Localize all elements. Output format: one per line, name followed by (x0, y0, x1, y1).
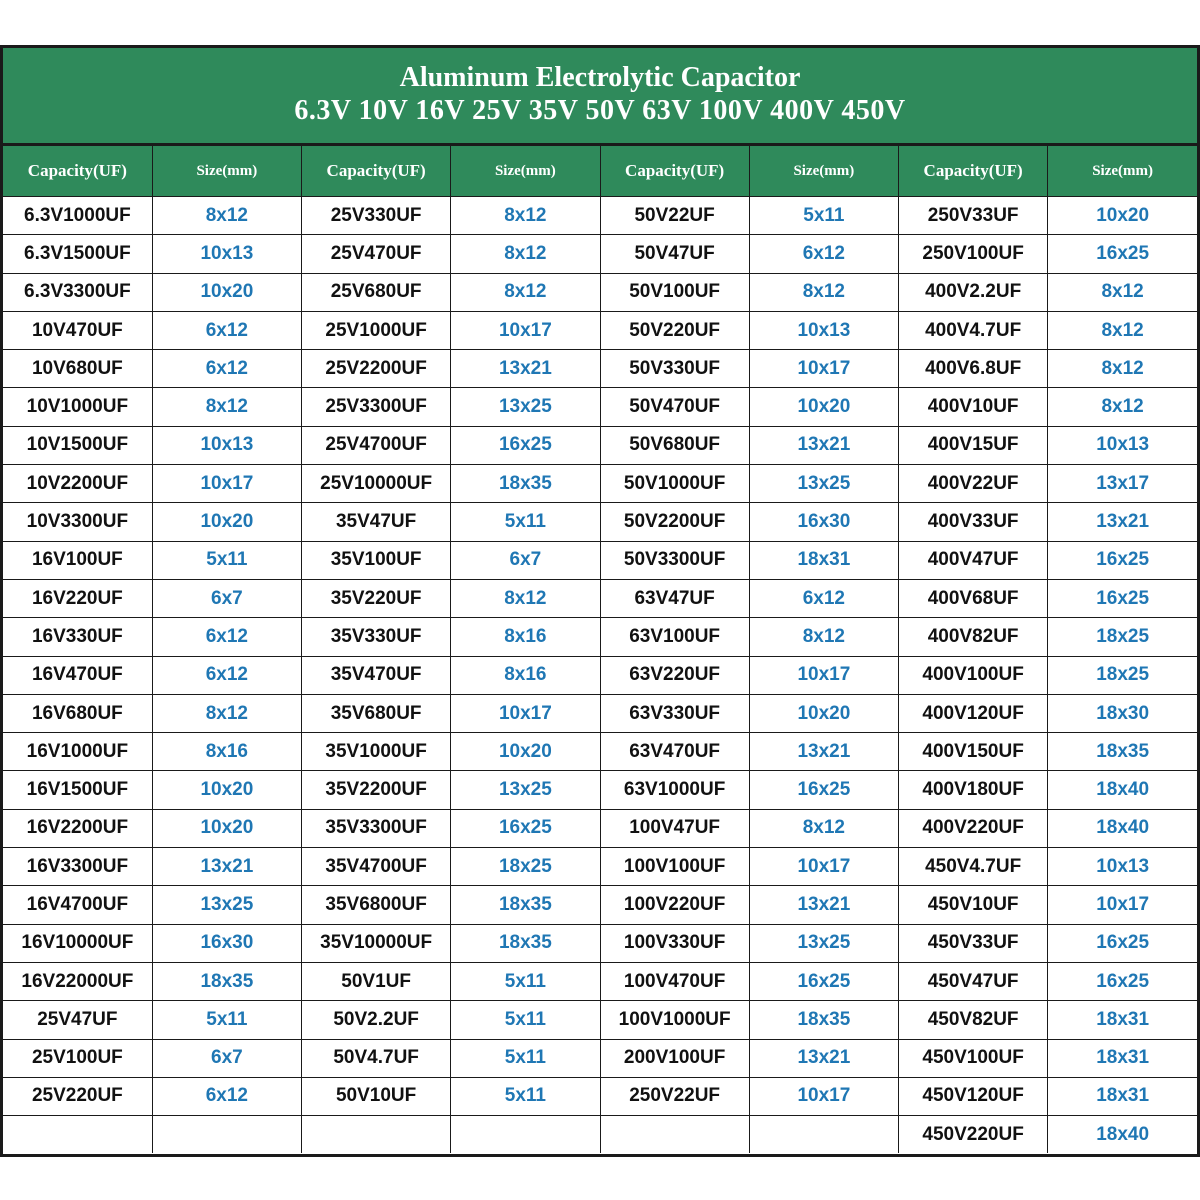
size-cell (451, 1116, 600, 1154)
size-cell: 13x25 (749, 924, 898, 962)
column-header-capacity: Capacity(UF) (600, 146, 749, 197)
capacity-cell: 400V82UF (899, 618, 1048, 656)
capacity-cell: 50V3300UF (600, 541, 749, 579)
capacity-cell: 63V330UF (600, 694, 749, 732)
size-cell: 13x21 (152, 848, 301, 886)
size-cell: 16x25 (451, 426, 600, 464)
capacity-cell: 16V4700UF (3, 886, 152, 924)
table-row (3, 809, 1197, 847)
size-cell: 6x7 (152, 1039, 301, 1077)
size-cell: 8x12 (451, 273, 600, 311)
capacity-cell: 100V100UF (600, 848, 749, 886)
size-cell: 5x11 (451, 503, 600, 541)
chart-title: Aluminum Electrolytic Capacitor (399, 62, 801, 93)
capacity-cell (302, 1116, 451, 1154)
size-cell: 10x13 (1048, 426, 1197, 464)
size-cell: 8x12 (451, 197, 600, 235)
size-cell: 18x35 (1048, 733, 1197, 771)
size-cell: 5x11 (152, 1001, 301, 1039)
table-row (3, 771, 1197, 809)
size-cell: 10x17 (749, 848, 898, 886)
size-cell: 10x17 (749, 1077, 898, 1115)
size-cell: 13x21 (749, 426, 898, 464)
size-cell: 5x11 (451, 962, 600, 1000)
size-cell: 8x16 (451, 618, 600, 656)
table-row (3, 1001, 1197, 1039)
size-cell: 10x13 (152, 426, 301, 464)
capacity-cell: 50V220UF (600, 311, 749, 349)
capacity-cell: 100V470UF (600, 962, 749, 1000)
capacity-cell: 400V4.7UF (899, 311, 1048, 349)
capacity-cell: 6.3V1000UF (3, 197, 152, 235)
capacity-cell: 35V330UF (302, 618, 451, 656)
table-row (3, 1116, 1197, 1154)
capacity-cell: 450V4.7UF (899, 848, 1048, 886)
table-row (3, 733, 1197, 771)
table-row (3, 848, 1197, 886)
size-cell: 5x11 (451, 1001, 600, 1039)
size-cell: 6x12 (152, 350, 301, 388)
capacity-cell: 16V330UF (3, 618, 152, 656)
table-row (3, 1039, 1197, 1077)
capacity-cell: 50V330UF (600, 350, 749, 388)
capacity-cell: 35V220UF (302, 579, 451, 617)
capacity-cell: 16V470UF (3, 656, 152, 694)
size-cell: 18x35 (451, 465, 600, 503)
capacity-cell: 16V1500UF (3, 771, 152, 809)
size-cell: 18x31 (1048, 1077, 1197, 1115)
capacity-cell: 25V330UF (302, 197, 451, 235)
size-cell: 16x25 (1048, 924, 1197, 962)
capacity-cell: 450V100UF (899, 1039, 1048, 1077)
capacity-cell: 450V33UF (899, 924, 1048, 962)
capacity-cell: 6.3V1500UF (3, 235, 152, 273)
column-header-capacity: Capacity(UF) (899, 146, 1048, 197)
size-cell: 10x13 (1048, 848, 1197, 886)
capacity-cell: 400V10UF (899, 388, 1048, 426)
capacity-cell: 16V22000UF (3, 962, 152, 1000)
capacity-cell: 16V2200UF (3, 809, 152, 847)
table-row (3, 388, 1197, 426)
capacity-cell: 450V10UF (899, 886, 1048, 924)
size-cell: 18x31 (1048, 1001, 1197, 1039)
capacity-cell: 50V2200UF (600, 503, 749, 541)
capacity-cell: 35V6800UF (302, 886, 451, 924)
capacity-cell: 63V220UF (600, 656, 749, 694)
table-body (3, 197, 1197, 1154)
capacity-cell (600, 1116, 749, 1154)
capacity-cell: 400V220UF (899, 809, 1048, 847)
table-row (3, 465, 1197, 503)
column-header-capacity: Capacity(UF) (302, 146, 451, 197)
size-cell: 10x17 (749, 350, 898, 388)
size-cell: 8x12 (152, 694, 301, 732)
capacity-cell: 50V470UF (600, 388, 749, 426)
capacity-cell (3, 1116, 152, 1154)
size-cell: 13x21 (749, 1039, 898, 1077)
capacity-cell: 6.3V3300UF (3, 273, 152, 311)
capacity-cell: 63V100UF (600, 618, 749, 656)
table-row (3, 694, 1197, 732)
size-cell: 6x12 (152, 656, 301, 694)
table-row (3, 924, 1197, 962)
capacity-cell: 100V1000UF (600, 1001, 749, 1039)
capacitor-size-chart (0, 45, 1200, 1157)
capacity-cell: 16V10000UF (3, 924, 152, 962)
size-cell: 8x12 (1048, 388, 1197, 426)
table-header-row (3, 146, 1197, 197)
size-cell: 18x31 (749, 541, 898, 579)
capacity-cell: 400V33UF (899, 503, 1048, 541)
size-cell: 8x12 (749, 809, 898, 847)
size-cell: 5x11 (451, 1077, 600, 1115)
size-cell: 10x20 (749, 694, 898, 732)
size-cell: 8x16 (152, 733, 301, 771)
size-cell: 18x35 (451, 886, 600, 924)
capacity-cell: 16V220UF (3, 579, 152, 617)
table-row (3, 235, 1197, 273)
capacity-cell: 400V22UF (899, 465, 1048, 503)
size-cell: 10x20 (749, 388, 898, 426)
table-row (3, 273, 1197, 311)
capacity-cell: 50V2.2UF (302, 1001, 451, 1039)
size-cell: 16x25 (1048, 579, 1197, 617)
capacity-cell: 400V180UF (899, 771, 1048, 809)
capacity-cell: 100V47UF (600, 809, 749, 847)
size-cell: 18x25 (451, 848, 600, 886)
capacity-cell: 16V1000UF (3, 733, 152, 771)
voltage-list: 6.3V 10V 16V 25V 35V 50V 63V 100V 400V 450V (294, 95, 906, 126)
capacity-cell: 250V33UF (899, 197, 1048, 235)
size-cell: 13x21 (749, 733, 898, 771)
table-row (3, 886, 1197, 924)
size-cell: 8x12 (152, 197, 301, 235)
size-cell: 16x25 (749, 771, 898, 809)
size-cell: 13x25 (152, 886, 301, 924)
size-cell: 13x25 (749, 465, 898, 503)
size-cell: 6x12 (152, 618, 301, 656)
table-row (3, 656, 1197, 694)
capacity-cell: 50V47UF (600, 235, 749, 273)
size-cell: 10x17 (451, 694, 600, 732)
size-cell: 16x30 (152, 924, 301, 962)
capacity-cell: 400V15UF (899, 426, 1048, 464)
capacity-cell: 25V2200UF (302, 350, 451, 388)
column-header-size: Size(mm) (749, 146, 898, 197)
size-cell: 5x11 (152, 541, 301, 579)
size-cell: 5x11 (749, 197, 898, 235)
size-cell: 18x40 (1048, 771, 1197, 809)
capacity-cell: 450V120UF (899, 1077, 1048, 1115)
size-cell: 18x25 (1048, 656, 1197, 694)
capacity-cell: 35V1000UF (302, 733, 451, 771)
table-row (3, 350, 1197, 388)
size-cell: 6x7 (451, 541, 600, 579)
capacity-cell: 100V220UF (600, 886, 749, 924)
capacity-cell: 35V3300UF (302, 809, 451, 847)
capacity-cell: 35V47UF (302, 503, 451, 541)
size-cell: 6x12 (749, 579, 898, 617)
capacity-cell: 250V100UF (899, 235, 1048, 273)
capacity-cell: 25V10000UF (302, 465, 451, 503)
capacity-cell: 400V6.8UF (899, 350, 1048, 388)
size-cell: 13x17 (1048, 465, 1197, 503)
capacity-cell: 35V100UF (302, 541, 451, 579)
capacity-cell: 25V47UF (3, 1001, 152, 1039)
capacity-cell: 450V47UF (899, 962, 1048, 1000)
capacity-cell: 63V470UF (600, 733, 749, 771)
title-banner (3, 48, 1197, 146)
size-cell: 10x13 (152, 235, 301, 273)
size-cell: 18x40 (1048, 1116, 1197, 1154)
capacity-cell: 10V470UF (3, 311, 152, 349)
size-cell: 5x11 (451, 1039, 600, 1077)
size-cell: 10x17 (1048, 886, 1197, 924)
capacity-cell: 35V470UF (302, 656, 451, 694)
capacity-cell: 35V680UF (302, 694, 451, 732)
size-cell: 13x21 (451, 350, 600, 388)
size-cell: 8x16 (451, 656, 600, 694)
table-row (3, 426, 1197, 464)
capacity-cell: 25V3300UF (302, 388, 451, 426)
size-cell: 8x12 (451, 235, 600, 273)
size-cell: 10x13 (749, 311, 898, 349)
size-cell: 13x21 (1048, 503, 1197, 541)
capacity-cell: 25V1000UF (302, 311, 451, 349)
size-cell: 10x20 (152, 771, 301, 809)
capacity-cell: 450V82UF (899, 1001, 1048, 1039)
size-cell: 10x20 (1048, 197, 1197, 235)
size-cell: 16x25 (1048, 962, 1197, 1000)
size-cell: 18x25 (1048, 618, 1197, 656)
table-row (3, 197, 1197, 235)
size-cell: 10x20 (152, 809, 301, 847)
column-header-capacity: Capacity(UF) (3, 146, 152, 197)
capacity-cell: 10V1000UF (3, 388, 152, 426)
capacity-cell: 25V220UF (3, 1077, 152, 1115)
size-cell: 13x25 (451, 388, 600, 426)
size-cell: 18x35 (749, 1001, 898, 1039)
capacity-cell: 400V68UF (899, 579, 1048, 617)
size-cell: 13x25 (451, 771, 600, 809)
capacity-cell: 50V1UF (302, 962, 451, 1000)
capacity-cell: 50V4.7UF (302, 1039, 451, 1077)
table-row (3, 541, 1197, 579)
capacity-cell: 35V10000UF (302, 924, 451, 962)
capacity-cell: 10V680UF (3, 350, 152, 388)
capacitor-table (3, 146, 1197, 1153)
capacity-cell: 10V2200UF (3, 465, 152, 503)
size-cell: 10x17 (451, 311, 600, 349)
capacity-cell: 400V150UF (899, 733, 1048, 771)
table-row (3, 1077, 1197, 1115)
capacity-cell: 35V4700UF (302, 848, 451, 886)
capacity-cell: 63V1000UF (600, 771, 749, 809)
size-cell: 13x21 (749, 886, 898, 924)
size-cell: 8x12 (1048, 311, 1197, 349)
capacity-cell: 25V4700UF (302, 426, 451, 464)
size-cell: 18x40 (1048, 809, 1197, 847)
size-cell: 10x20 (152, 273, 301, 311)
size-cell (152, 1116, 301, 1154)
size-cell: 6x12 (152, 1077, 301, 1115)
capacity-cell: 50V22UF (600, 197, 749, 235)
size-cell: 10x20 (451, 733, 600, 771)
capacity-cell: 50V10UF (302, 1077, 451, 1115)
size-cell: 8x12 (152, 388, 301, 426)
capacity-cell: 63V47UF (600, 579, 749, 617)
size-cell: 8x12 (1048, 273, 1197, 311)
capacity-cell: 25V100UF (3, 1039, 152, 1077)
capacity-cell: 400V47UF (899, 541, 1048, 579)
size-cell: 16x25 (1048, 235, 1197, 273)
capacity-cell: 400V100UF (899, 656, 1048, 694)
capacity-cell: 35V2200UF (302, 771, 451, 809)
size-cell: 16x25 (749, 962, 898, 1000)
size-cell: 8x12 (749, 618, 898, 656)
size-cell: 6x12 (152, 311, 301, 349)
size-cell: 10x17 (749, 656, 898, 694)
size-cell (749, 1116, 898, 1154)
table-row (3, 618, 1197, 656)
capacity-cell: 50V680UF (600, 426, 749, 464)
table-row (3, 962, 1197, 1000)
table-row (3, 503, 1197, 541)
capacity-cell: 250V22UF (600, 1077, 749, 1115)
capacity-cell: 200V100UF (600, 1039, 749, 1077)
size-cell: 18x35 (451, 924, 600, 962)
capacity-cell: 400V2.2UF (899, 273, 1048, 311)
table-row (3, 579, 1197, 617)
capacity-cell: 50V100UF (600, 273, 749, 311)
capacity-cell: 100V330UF (600, 924, 749, 962)
size-cell: 18x30 (1048, 694, 1197, 732)
capacity-cell: 16V3300UF (3, 848, 152, 886)
column-header-size: Size(mm) (152, 146, 301, 197)
capacity-cell: 16V100UF (3, 541, 152, 579)
size-cell: 10x20 (152, 503, 301, 541)
size-cell: 16x30 (749, 503, 898, 541)
capacity-cell: 400V120UF (899, 694, 1048, 732)
column-header-size: Size(mm) (451, 146, 600, 197)
size-cell: 8x12 (749, 273, 898, 311)
capacity-cell: 450V220UF (899, 1116, 1048, 1154)
table-row (3, 311, 1197, 349)
capacity-cell: 25V470UF (302, 235, 451, 273)
size-cell: 16x25 (451, 809, 600, 847)
capacity-cell: 16V680UF (3, 694, 152, 732)
size-cell: 8x12 (1048, 350, 1197, 388)
capacity-cell: 25V680UF (302, 273, 451, 311)
size-cell: 10x17 (152, 465, 301, 503)
size-cell: 8x12 (451, 579, 600, 617)
capacity-cell: 50V1000UF (600, 465, 749, 503)
size-cell: 18x35 (152, 962, 301, 1000)
size-cell: 18x31 (1048, 1039, 1197, 1077)
capacity-cell: 10V1500UF (3, 426, 152, 464)
size-cell: 6x7 (152, 579, 301, 617)
column-header-size: Size(mm) (1048, 146, 1197, 197)
capacity-cell: 10V3300UF (3, 503, 152, 541)
size-cell: 16x25 (1048, 541, 1197, 579)
size-cell: 6x12 (749, 235, 898, 273)
